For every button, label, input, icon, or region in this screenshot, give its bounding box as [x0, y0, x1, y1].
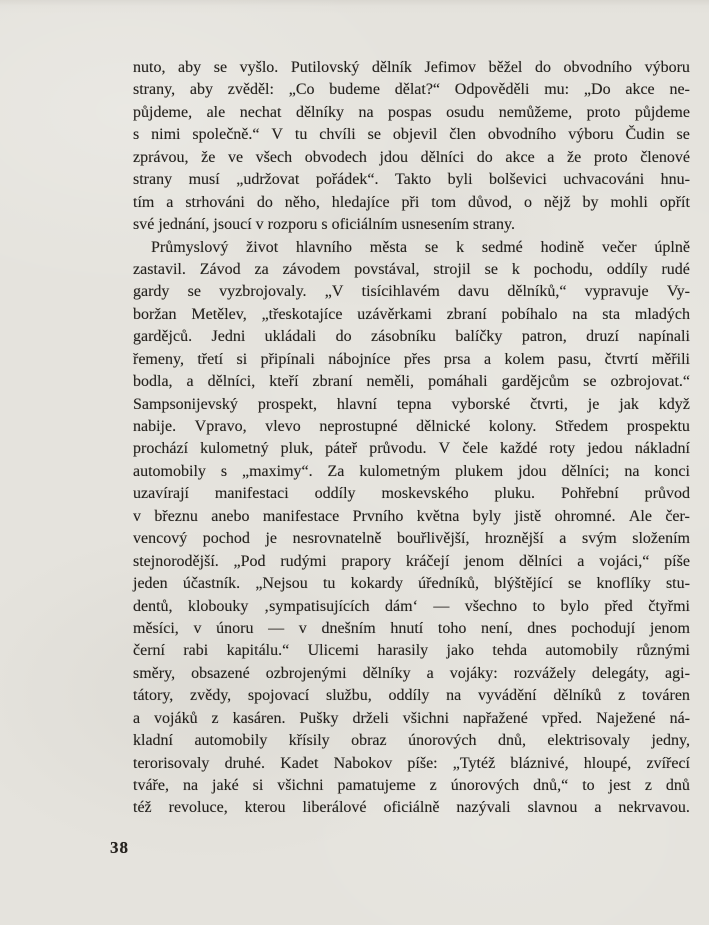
text-line: gardy se vyzbrojovaly. „V tisícihlavém davu dělníků,“ vypravuje Vy-: [133, 283, 690, 301]
text-line: půjdeme, ale nechat dělníky na pospas osudu nemůžeme, proto půjdeme: [133, 103, 690, 121]
text-line: jeden účastník. „Nejsou tu kokardy úředníků, blýštějící se knoflíky stu-: [133, 575, 690, 593]
text-line: stejnorodější. „Pod rudými prapory kráčejí jenom dělníci a vojáci,“ píše: [133, 552, 690, 570]
text-line: a vojáků z kasáren. Pušky drželi všichni napřažené vpřed. Naježené ná-: [133, 709, 690, 727]
page-number: 38: [110, 838, 129, 857]
text-line: své jednání, jsoucí v rozporu s oficiálním usnesením strany.: [133, 216, 515, 234]
text-line: měsíci, v únoru — v dnešním hnutí toho není, dnes pochodují jenom: [133, 619, 690, 637]
text-line: boržan Metělev, „třeskotajíce uzávěrkami zbraní pobíhalo na sta mladých: [133, 305, 690, 323]
text-line: Průmyslový život hlavního města se k sedmé hodině večer úplně: [151, 238, 690, 256]
text-line: též revoluce, kterou liberálové oficiálně nazývali slavnou a nekrvavou.: [133, 799, 690, 817]
text-line: kladní automobily křísily obraz únorových dnů, elektrisovaly jedny,: [133, 732, 690, 750]
paragraph-continued: [133, 57, 690, 237]
text-line: v březnu anebo manifestace Prvního května byly jistě ohromné. Ale čer-: [133, 507, 690, 525]
text-line: terorisovaly druhé. Kadet Nabokov píše: „Tytéž bláznivé, hloupé, zvířecí: [133, 754, 690, 772]
text-line: řemeny, třetí si připínali nábojníce přes prsa a kolem pasu, čtvrtí měřili: [133, 350, 690, 368]
text-line: vencový pochod je nesrovnatelně bouřlivější, hroznější a svým složením: [133, 530, 690, 548]
text-line: dentů, klobouky ‚sympatisujících dám‘ — všechno to bylo před čtyřmi: [133, 597, 690, 615]
text-line: černí rabi kapitálu.“ Ulicemi harasily jako tehda automobily různými: [133, 642, 690, 660]
text-line: uzavírají manifestaci oddíly moskevského pluku. Pohřební průvod: [133, 485, 690, 503]
text-line: automobily s „maximy“. Za kulometným plukem jdou dělníci; na konci: [133, 462, 690, 480]
text-line: nabije. Vpravo, vlevo neprostupné dělnické kolony. Středem prospektu: [133, 418, 690, 435]
text-line: bodla, a dělníci, kteří zbraní neměli, pomáhali gardějcům se ozbrojovat.“: [133, 373, 690, 391]
body-text: [133, 57, 690, 820]
text-line: tátory, zvědy, spojovací službu, oddíly na vyvádění dělníků z továren: [133, 687, 690, 705]
text-line: Sampsonijevský prospekt, hlavní tepna vyborské čtvrti, je jak když: [133, 395, 690, 413]
text-line: tím a strhováni do něho, hledajíce při tom důvod, o nějž by mohli opřít: [133, 193, 690, 211]
text-line: strany, aby zvěděl: „Co budeme dělat?“ Odpověděli mu: „Do akce ne-: [133, 81, 690, 99]
text-line: strany musí „udržovat pořádek“. Takto byli bolševici uchvacováni hnu-: [133, 171, 690, 189]
text-line: zprávou, že ve všech obvodech jdou dělníci do akce a že proto členové: [133, 148, 690, 166]
text-line: gardějců. Jedni ukládali do zásobníku balíčky patron, druzí napínali: [133, 328, 690, 346]
text-line: prochází kulometný pluk, páteř průvodu. V čele každé roty jedou nákladní: [133, 440, 690, 458]
paragraph-industrial-life: [133, 237, 690, 820]
text-line: směry, obsazené ozbrojenými dělníky a vojáky: rozvážely delegáty, agi-: [133, 664, 690, 682]
text-line: s nimi společně.“ V tu chvíli se objevil člen obvodního výboru Čudin se: [133, 126, 690, 144]
text-line: tváře, na jaké si všichni pamatujeme z únorových dnů,“ to jest z dnů: [133, 777, 690, 794]
text-line: nuto, aby se vyšlo. Putilovský dělník Jefimov běžel do obvodního výboru: [133, 59, 690, 76]
text-line: zastavil. Závod za závodem povstával, strojil se k pochodu, oddíly rudé: [133, 260, 690, 278]
